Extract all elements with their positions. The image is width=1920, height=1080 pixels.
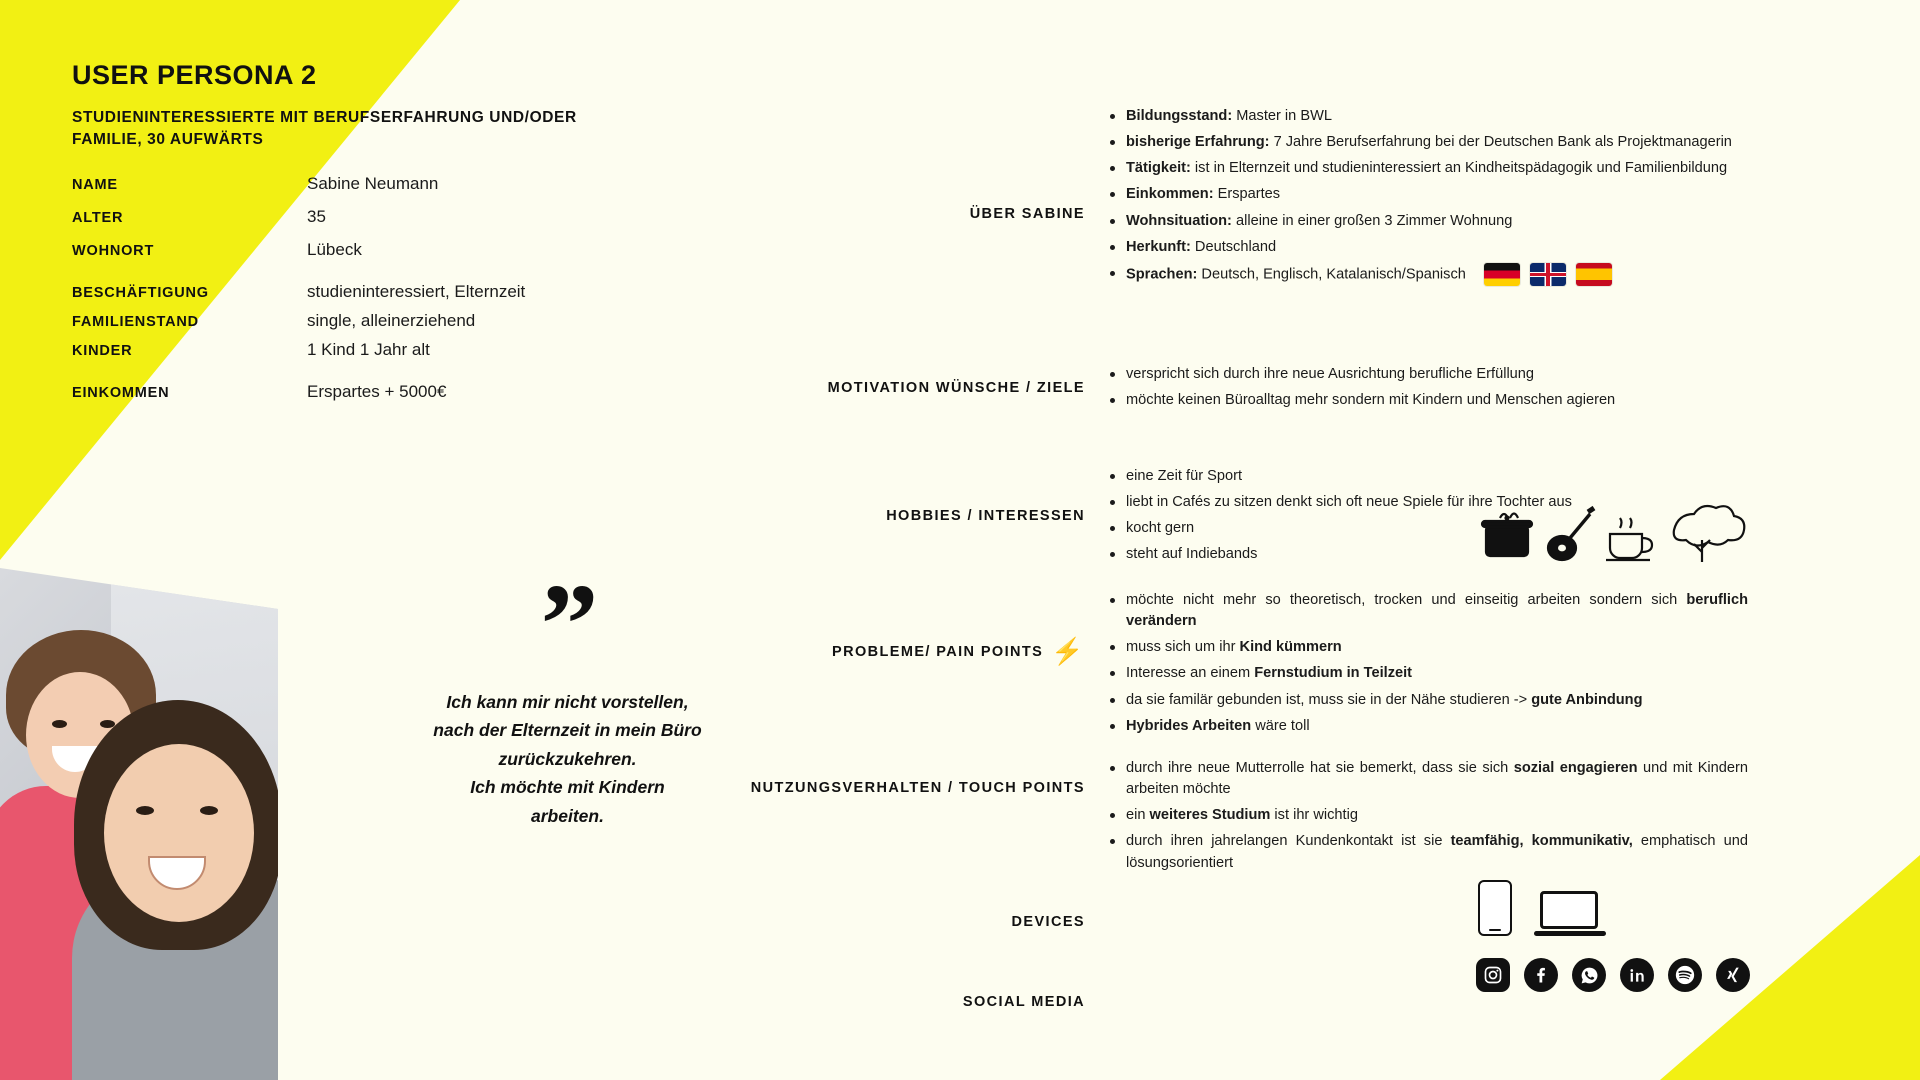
list-item xyxy=(1108,132,1748,153)
about-text: 7 Jahre Berufserfahrung bei der Deutschen Bank als Projektmanagerin xyxy=(1269,134,1732,151)
about-list xyxy=(1108,106,1748,286)
usage-post: emphatisch und lösungsorientiert xyxy=(1126,833,1748,871)
page-subtitle: STUDIENINTERESSIERTE MIT BERUFSERFAHRUNG UND/ODER FAMILIE, 30 AUFWÄRTS xyxy=(72,109,577,149)
fact-label: EINKOMMEN xyxy=(72,384,170,401)
quote-mark-icon: ” xyxy=(540,561,595,689)
uk-flag-icon xyxy=(1530,263,1566,286)
problem-post: wäre toll xyxy=(1251,717,1310,734)
mother-eye-left xyxy=(136,806,154,815)
problem-text: Interesse an einem xyxy=(1126,665,1255,682)
problems-block xyxy=(1108,590,1748,742)
list-item xyxy=(1108,716,1748,737)
fact-value: studieninteressiert, Elternzeit xyxy=(307,281,526,301)
table-row xyxy=(72,240,632,260)
about-block xyxy=(1108,106,1748,291)
persona-facts-table xyxy=(72,174,632,402)
problem-text: möchte nicht mehr so theoretisch, trocken und einseitig arbeiten sondern sich xyxy=(1126,592,1687,608)
list-item xyxy=(1108,106,1748,127)
quote-text: Ich kann mir nicht vorstellen, nach der Elternzeit in mein Büro zurückzukehren. Ich möchte mit Kindern arbeiten. xyxy=(433,691,702,826)
mother-face xyxy=(104,744,254,922)
usage-strong: weiteres Studium xyxy=(1149,807,1271,824)
about-label: Herkunft: xyxy=(1126,238,1191,255)
tree-icon xyxy=(1674,506,1745,562)
table-row xyxy=(72,382,632,402)
fact-value: 35 xyxy=(307,206,326,226)
problem-strong: Hybrides Arbeiten xyxy=(1126,717,1252,734)
hobby-icons-svg xyxy=(1478,500,1758,570)
fact-value: Erspartes + 5000€ xyxy=(307,381,447,401)
language-flags xyxy=(1484,263,1612,286)
list-item xyxy=(1108,663,1748,684)
problem-strong: beruflich verändern xyxy=(1126,592,1748,630)
section-label-motivation: MOTIVATION WÜNSCHE / ZIELE xyxy=(827,380,1085,396)
laptop-icon xyxy=(1534,891,1604,936)
smartphone-icon xyxy=(1478,880,1512,936)
usage-text: durch ihre neue Mutterrolle hat sie bemerkt, dass sie sich xyxy=(1126,760,1514,776)
section-label-about: ÜBER SABINE xyxy=(969,206,1085,222)
list-item: möchte keinen Büroalltag mehr sondern mit Kindern und Menschen agieren xyxy=(1108,390,1748,411)
problem-text: da sie familär gebunden ist, muss sie in der Nähe studieren -> xyxy=(1126,691,1532,708)
fact-label: NAME xyxy=(72,176,118,193)
fact-value: Sabine Neumann xyxy=(307,173,439,193)
list-item xyxy=(1108,758,1748,800)
about-text: Deutschland xyxy=(1190,238,1277,255)
persona-photo xyxy=(0,568,278,1080)
persona-header-block xyxy=(72,60,732,415)
about-text: Master in BWL xyxy=(1232,108,1332,124)
persona-quote xyxy=(395,561,740,830)
motivation-block xyxy=(1108,364,1748,416)
linkedin-icon[interactable] xyxy=(1620,958,1654,992)
list-item: verspricht sich durch ihre neue Ausrichtung berufliche Erfüllung xyxy=(1108,364,1748,385)
list-item xyxy=(1108,831,1748,873)
list-item xyxy=(1108,237,1748,258)
usage-strong: teamfähig, kommunikativ, xyxy=(1450,833,1633,850)
cooking-pot-icon xyxy=(1482,514,1532,557)
photo-image xyxy=(0,568,278,1080)
fact-value: 1 Kind 1 Jahr alt xyxy=(307,339,430,359)
problem-strong: Kind kümmern xyxy=(1239,639,1342,656)
list-item xyxy=(1108,805,1748,826)
list-item xyxy=(1108,158,1748,179)
table-row xyxy=(72,340,632,360)
hobby-icons-group xyxy=(1478,500,1758,570)
section-label-hobbies: HOBBIES / INTERESSEN xyxy=(886,508,1085,524)
section-label-problems-text: PROBLEME/ PAIN POINTS xyxy=(832,644,1044,660)
section-labels-column xyxy=(740,0,1085,1080)
social-media-group xyxy=(1476,958,1750,992)
xing-icon[interactable] xyxy=(1716,958,1750,992)
about-text: ist in Elternzeit und studieninteressiert an Kindheitspädagogik und Familienbildung xyxy=(1190,160,1728,177)
about-label: Tätigkeit: xyxy=(1126,160,1191,177)
mother-eye-right xyxy=(200,806,218,815)
section-label-usage: NUTZUNGSVERHALTEN / TOUCH POINTS xyxy=(750,780,1085,796)
list-item xyxy=(1108,590,1748,632)
list-item: steht auf Indiebands xyxy=(1108,544,1748,565)
facebook-icon[interactable] xyxy=(1524,958,1558,992)
germany-flag-icon xyxy=(1484,263,1520,286)
problem-strong: Fernstudium in Teilzeit xyxy=(1254,665,1413,682)
fact-value: single, alleinerziehend xyxy=(307,310,476,330)
spotify-icon[interactable] xyxy=(1668,958,1702,992)
spain-flag-icon xyxy=(1576,263,1612,286)
section-label-devices: DEVICES xyxy=(1011,914,1085,930)
usage-text: ein xyxy=(1126,807,1150,824)
list-item: kocht gern xyxy=(1108,518,1748,539)
laptop-base xyxy=(1534,931,1606,936)
usage-list xyxy=(1108,758,1748,874)
about-label: bisherige Erfahrung: xyxy=(1126,134,1270,151)
about-text: Deutsch, Englisch, Katalanisch/Spanisch xyxy=(1197,266,1466,283)
usage-block xyxy=(1108,758,1748,879)
fact-value: Lübeck xyxy=(307,239,362,259)
fact-label: WOHNORT xyxy=(72,242,155,259)
list-item xyxy=(1108,184,1748,205)
usage-post: ist ihr wichtig xyxy=(1270,807,1358,824)
about-text: alleine in einer großen 3 Zimmer Wohnung xyxy=(1231,212,1513,229)
list-item xyxy=(1108,263,1748,286)
list-item xyxy=(1108,637,1748,658)
motivation-list xyxy=(1108,364,1748,411)
whatsapp-icon[interactable] xyxy=(1572,958,1606,992)
fact-label: KINDER xyxy=(72,342,133,359)
usage-post: und mit Kindern arbeiten möchte xyxy=(1126,760,1749,798)
coffee-cup-icon xyxy=(1606,518,1652,560)
section-label-social: SOCIAL MEDIA xyxy=(962,994,1085,1010)
table-row xyxy=(72,311,632,331)
devices-group xyxy=(1478,880,1604,936)
fact-label: FAMILIENSTAND xyxy=(72,313,199,330)
list-item: liebt in Cafés zu sitzen denkt sich oft neue Spiele für ihre Tochter aus xyxy=(1108,492,1748,513)
persona-details-column xyxy=(1108,0,1798,1080)
fact-label: BESCHÄFTIGUNG xyxy=(72,284,209,301)
problems-list xyxy=(1108,590,1748,737)
about-label: Sprachen: xyxy=(1126,266,1198,283)
table-row xyxy=(72,207,632,227)
fact-label: ALTER xyxy=(72,209,124,226)
problem-text: muss sich um ihr xyxy=(1126,639,1240,656)
table-row xyxy=(72,174,632,194)
child-eye-left xyxy=(52,720,67,728)
problem-strong: gute Anbindung xyxy=(1531,691,1643,708)
guitar-icon xyxy=(1548,508,1594,560)
usage-strong: sozial engagieren xyxy=(1513,760,1638,776)
instagram-icon[interactable] xyxy=(1476,958,1510,992)
page-title: USER PERSONA 2 xyxy=(72,60,317,90)
about-text: Erspartes xyxy=(1213,186,1281,203)
laptop-screen xyxy=(1540,891,1598,929)
about-label: Einkommen: xyxy=(1126,186,1214,203)
list-item: eine Zeit für Sport xyxy=(1108,466,1748,487)
list-item xyxy=(1108,211,1748,232)
about-label: Wohnsituation: xyxy=(1126,212,1232,229)
section-label-problems: PROBLEME/ PAIN POINTS ⚡ xyxy=(832,636,1085,666)
usage-text: durch ihren jahrelangen Kundenkontakt ist sie xyxy=(1126,833,1451,850)
list-item xyxy=(1108,690,1748,711)
table-row xyxy=(72,282,632,302)
about-label: Bildungsstand: xyxy=(1126,108,1233,124)
